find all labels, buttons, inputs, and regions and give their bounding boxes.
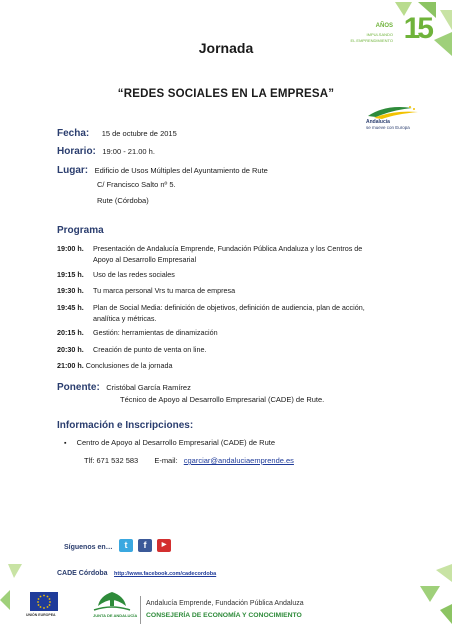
program-time: 19:00 h.	[57, 244, 84, 253]
program-desc-line: Tu marca personal Vrs tu marca de empresa	[93, 286, 236, 295]
info-bullet-text: Centro de Apoyo al Desarrollo Empresarial (CADE) de Rute	[76, 438, 275, 447]
address-line-2: Rute (Córdoba)	[97, 196, 149, 205]
junta-emblem-icon	[90, 590, 134, 612]
logo-caption-impulsando: IMPULSANDO	[366, 32, 393, 37]
address-line-1: C/ Francisco Salto nº 5.	[97, 180, 176, 189]
andalucia-europa-logo	[362, 104, 422, 134]
ponente-row	[57, 377, 191, 395]
program-desc-line: Gestión: herramientas de dinamización	[93, 328, 218, 337]
ponente-name: Cristóbal García Ramírez	[106, 383, 191, 392]
fecha-value: 15 de octubre de 2015	[101, 129, 177, 138]
andalucia-logo-line1: Andalucía	[366, 119, 390, 125]
ponente-label: Ponente:	[57, 382, 100, 393]
lugar-label: Lugar:	[57, 165, 89, 176]
cade-label: CADE Córdoba	[57, 570, 108, 577]
ponente-role: Técnico de Apoyo al Desarrollo Empresarial (CADE) de Rute.	[120, 395, 325, 404]
cade-facebook-link[interactable]: http://www.facebook.com/cadecordoba	[114, 571, 217, 577]
event-subtitle: “REDES SOCIALES EN LA EMPRESA”	[117, 88, 335, 100]
info-bullet-row	[64, 438, 275, 447]
logo-caption-anos: AÑOS	[375, 23, 393, 29]
program-desc-line: Creación de punto de venta on line.	[93, 345, 207, 354]
lugar-value: Edificio de Usos Múltiples del Ayuntamiento de Rute	[94, 166, 268, 175]
program-closing-text: Conclusiones de la jornada	[85, 361, 173, 370]
horario-row	[57, 141, 155, 159]
logo-caption-emprendimiento: EL EMPRENDIMIENTO	[350, 38, 393, 43]
program-desc-line: Presentación de Andalucía Emprende, Fundación Pública Andaluza y los Centros de	[93, 244, 363, 253]
programa-heading: Programa	[57, 225, 104, 236]
facebook-icon[interactable]: f	[138, 539, 152, 552]
program-time: 19:45 h.	[57, 303, 84, 312]
program-time: 19:30 h.	[57, 286, 84, 295]
junta-logo	[90, 590, 138, 620]
youtube-icon[interactable]: ▶	[157, 539, 171, 552]
twitter-icon[interactable]: t	[119, 539, 133, 552]
fecha-row	[57, 123, 177, 141]
program-desc-line: Uso de las redes sociales	[93, 270, 175, 279]
andalucia-logo-line2: se mueve con Europa	[366, 125, 410, 130]
page-title: Jornada	[198, 40, 254, 56]
program-desc-line: analítica y métricas.	[93, 313, 157, 323]
eu-label: UNIÓN EUROPEA	[26, 613, 56, 617]
horario-label: Horario:	[57, 146, 96, 157]
footer-divider	[140, 596, 141, 624]
program-time: 19:15 h.	[57, 270, 84, 279]
logo-number: 15	[403, 12, 431, 45]
footer-consejeria: CONSEJERÍA DE ECONOMÍA Y CONOCIMIENTO	[146, 612, 302, 619]
eu-flag	[30, 592, 58, 611]
program-closing	[57, 361, 173, 370]
horario-value: 19:00 - 21.00 h.	[102, 147, 155, 156]
email-link[interactable]: cgarciar@andaluciaemprende.es	[183, 456, 294, 465]
andalucia-swoosh-icon	[362, 104, 422, 120]
bullet-icon: ▪	[64, 440, 67, 447]
program-closing-time: 21:00 h.	[57, 361, 84, 370]
program-time: 20:15 h.	[57, 328, 84, 337]
email-label: E-mail:	[154, 456, 178, 465]
contact-row	[84, 456, 294, 465]
follow-text: Síguenos en…	[64, 544, 113, 551]
phone-text: Tlf: 671 532 583	[84, 456, 139, 465]
program-time: 20:30 h.	[57, 345, 84, 354]
footer-foundation: Andalucía Emprende, Fundación Pública Andaluza	[146, 600, 304, 607]
program-desc-line: Apoyo al Desarrollo Empresarial	[93, 254, 197, 264]
junta-label: JUNTA DE ANDALUCÍA	[93, 613, 138, 618]
program-desc-line: Plan de Social Media: definición de objetivos, definición de audiencia, plan de acción,	[93, 303, 365, 312]
fecha-label: Fecha:	[57, 128, 90, 139]
eu-stars-icon	[30, 592, 58, 611]
info-heading: Información e Inscripciones:	[57, 420, 194, 431]
lugar-row	[57, 160, 268, 178]
